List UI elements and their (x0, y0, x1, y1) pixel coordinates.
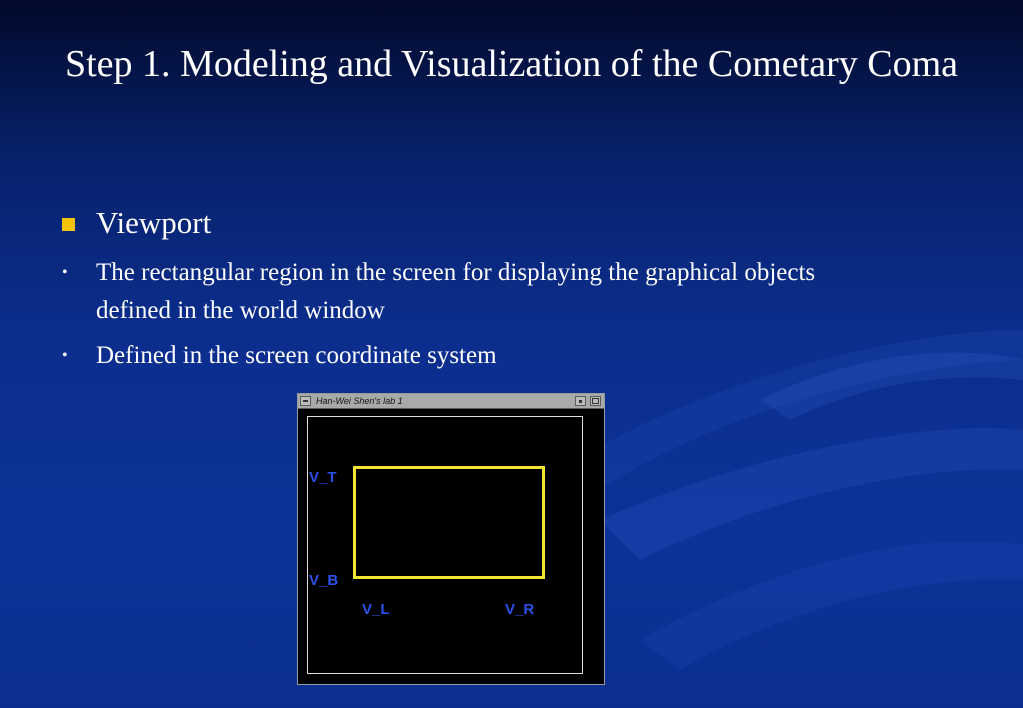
dot-bullet-icon: • (62, 347, 68, 364)
minimize-icon[interactable] (575, 396, 586, 406)
sub-bullet-text: The rectangular region in the screen for displaying the graphical objects defined in the world window (96, 259, 816, 324)
window-menu-icon[interactable] (300, 396, 311, 406)
label-v-top: V_T (309, 469, 337, 486)
sub-bullet-item (62, 254, 882, 330)
label-v-left: V_L (362, 601, 390, 618)
bullet-viewport (62, 203, 211, 243)
window-title: Han-Wei Shen's lab 1 (316, 396, 403, 406)
label-v-right: V_R (505, 601, 535, 618)
bullet-label: Viewport (96, 205, 212, 240)
sub-bullet-text: Defined in the screen coordinate system (96, 342, 497, 369)
label-v-bottom: V_B (309, 572, 339, 589)
dot-bullet-icon: • (62, 264, 68, 281)
lab-window (297, 393, 605, 685)
window-titlebar[interactable] (298, 394, 604, 409)
viewport-rectangle (353, 466, 545, 579)
square-bullet-icon (62, 218, 75, 231)
maximize-icon[interactable] (590, 396, 601, 406)
sub-bullet-item (62, 337, 882, 375)
slide-title: Step 1. Modeling and Visualization of the Cometary Coma (64, 43, 959, 85)
